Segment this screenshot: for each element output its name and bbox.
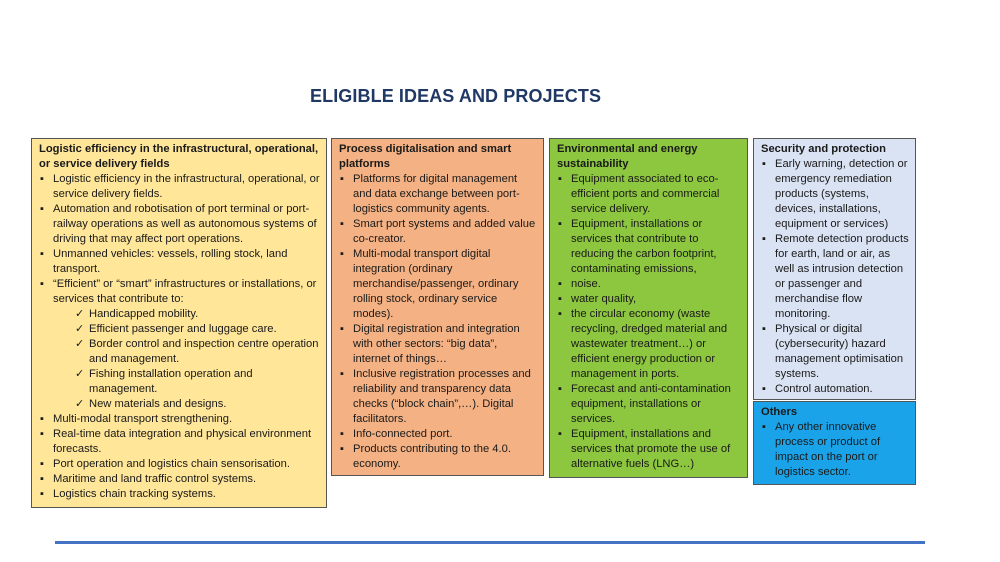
checked-subitem: ✓ Efficient passenger and luggage care.	[75, 322, 320, 337]
list-item: ▪ Remote detection products for earth, land or air, as well as intrusion detection or passenger and merchandise flow monitoring.	[761, 232, 909, 322]
list-item: ▪ the circular economy (waste recycling, dredged material and wastewater treatment…) or efficient energy production or management in ports.	[557, 307, 741, 382]
checked-subitem: ✓ Handicapped mobility.	[75, 307, 320, 322]
list-item: ▪ Multi-modal transport digital integration (ordinary merchandise/passenger, ordinary rolling stock, ordinary service modes).	[339, 247, 537, 322]
category-heading: Others	[761, 406, 798, 418]
category-heading: Process digitalisation and smart platforms	[339, 143, 512, 170]
list-item: ▪ Equipment, installations and services that promote the use of alternative fuels (LNG…)	[557, 427, 741, 472]
list-item: ▪ Real-time data integration and physical environment forecasts.	[39, 427, 320, 457]
list-item: ▪ Multi-modal transport strengthening.	[39, 412, 320, 427]
category-items	[761, 157, 909, 397]
category-process-digitalisation	[331, 138, 544, 476]
checked-subitem: ✓ Fishing installation operation and management.	[75, 367, 320, 397]
checked-subitem: ✓ Border control and inspection centre operation and management.	[75, 337, 320, 367]
list-item: ▪ Platforms for digital management and data exchange between port-logistics community agents.	[339, 172, 537, 217]
list-item: ▪ water quality,	[557, 292, 741, 307]
list-item: ▪ Logistic efficiency in the infrastructural, operational, or service delivery fields.	[39, 172, 320, 202]
checked-subitem: ✓ New materials and designs.	[75, 397, 320, 412]
category-heading: Security and protection	[761, 143, 886, 155]
category-security-protection	[753, 138, 916, 400]
list-item: ▪ Early warning, detection or emergency remediation products (systems, devices, installations, equipment or services)	[761, 157, 909, 232]
category-items	[339, 172, 537, 472]
category-others	[753, 401, 916, 485]
list-item: ▪ Control automation.	[761, 382, 909, 397]
list-item: ▪ Physical or digital (cybersecurity) hazard management optimisation systems.	[761, 322, 909, 382]
category-heading: Environmental and energy sustainability	[557, 143, 698, 170]
list-item: ▪ Products contributing to the 4.0. economy.	[339, 442, 537, 472]
category-items	[557, 172, 741, 472]
footer-divider	[55, 541, 925, 544]
list-item: ▪ noise.	[557, 277, 741, 292]
list-item: ▪ Maritime and land traffic control systems.	[39, 472, 320, 487]
list-item: ▪ Inclusive registration processes and reliability and transparency data checks (“block chain”,…). Digital facilitators.	[339, 367, 537, 427]
list-item: ▪ “Efficient” or “smart” infrastructures or installations, or services that contribute to:	[39, 277, 320, 307]
list-item: ▪ Automation and robotisation of port terminal or port-railway operations as well as autonomous systems of driving that may affect port operations.	[39, 202, 320, 247]
list-item: ▪ Unmanned vehicles: vessels, rolling stock, land transport.	[39, 247, 320, 277]
list-item: ▪ Digital registration and integration with other sectors: “big data”, internet of things…	[339, 322, 537, 367]
category-environmental-sustainability	[549, 138, 748, 478]
checkmark-sublist	[39, 307, 320, 412]
category-heading: Logistic efficiency in the infrastructural, operational, or service delivery fields	[39, 143, 319, 170]
list-item: ▪ Info-connected port.	[339, 427, 537, 442]
list-item: ▪ Forecast and anti-contamination equipment, installations or services.	[557, 382, 741, 427]
list-item: ▪ Smart port systems and added value co-creator.	[339, 217, 537, 247]
list-item: ▪ Equipment associated to eco-efficient ports and commercial service delivery.	[557, 172, 741, 217]
list-item: ▪ Any other innovative process or product of impact on the port or logistics sector.	[761, 420, 909, 480]
list-item: ▪ Equipment, installations or services that contribute to reducing the carbon footprint, contaminating emissions,	[557, 217, 741, 277]
page-title: ELIGIBLE IDEAS AND PROJECTS	[310, 86, 602, 106]
list-item: ▪ Logistics chain tracking systems.	[39, 487, 320, 502]
list-item: ▪ Port operation and logistics chain sensorisation.	[39, 457, 320, 472]
category-items-continued	[39, 412, 320, 502]
category-logistic-efficiency	[31, 138, 327, 508]
category-items	[39, 172, 320, 307]
category-items	[761, 420, 909, 480]
